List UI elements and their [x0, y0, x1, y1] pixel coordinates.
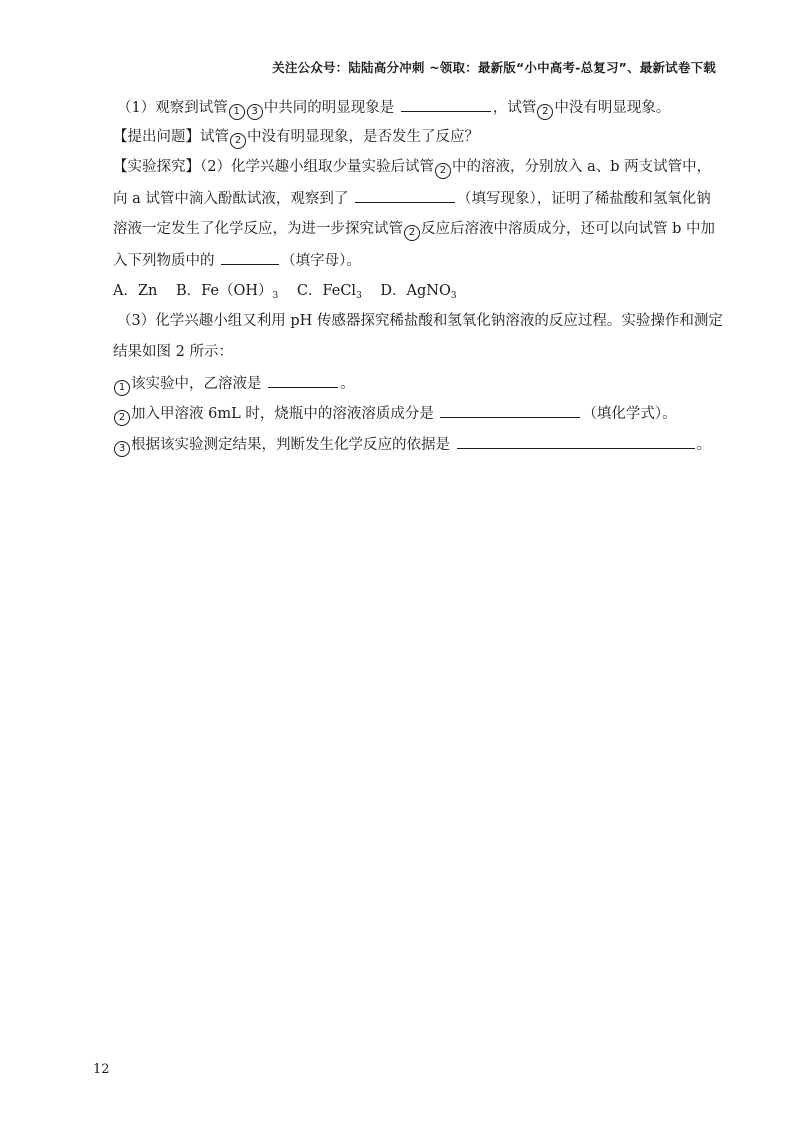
text: （填写现象），证明了稀盐酸和氢氧化钠: [456, 191, 711, 207]
text: 根据该实验测定结果，判断发生化学反应的依据是: [131, 437, 450, 453]
text: 该实验中，乙溶液是: [131, 376, 262, 392]
sub-question-1: [113, 372, 355, 394]
question-1-line: [117, 96, 670, 118]
page-header: 关注公众号：陆陆高分冲刺 ~领取：最新版“小中高考-总复习”、最新试卷下载: [272, 60, 716, 75]
sub-question-2: [113, 402, 677, 424]
explore-line-2: [113, 187, 711, 209]
answer-blank[interactable]: [440, 402, 580, 418]
text: （1）观察到试管: [117, 100, 228, 116]
text: 中的溶液，分别放入 a、b 两支试管中，: [451, 159, 712, 175]
text: （3）化学兴趣小组又利用 pH 传感器探究稀盐酸和氢氧化钠溶液的反应过程。实验操作和测定: [117, 313, 723, 329]
option-a: A．Zn: [113, 283, 158, 299]
circled-number: 2: [114, 410, 130, 426]
answer-blank[interactable]: [221, 249, 279, 265]
question-3-line-2: [113, 341, 233, 363]
circled-number: 3: [247, 104, 263, 120]
explore-line-3: [113, 218, 715, 240]
text: 。: [340, 376, 355, 392]
text: 试管: [200, 129, 229, 145]
text: （2）化学兴趣小组取少量实验后试管: [200, 159, 434, 175]
text: 反应后溶液中溶质成分，还可以向试管 b 中加: [421, 221, 715, 237]
answer-blank[interactable]: [401, 96, 491, 112]
text: 中没有明显现象。: [554, 100, 671, 116]
question-3-line-1: [117, 310, 723, 332]
options-line: [113, 280, 457, 302]
text: 。: [696, 437, 712, 453]
option-b: B．$Fe(OH)_3$: [176, 283, 279, 301]
answer-blank[interactable]: [268, 372, 338, 388]
text: ，试管: [492, 100, 537, 116]
text: 入下列物质中的: [113, 253, 215, 269]
text: （填化学式）。: [582, 406, 677, 422]
circled-number: 3: [114, 441, 130, 457]
explore-line-4: [113, 249, 361, 271]
answer-blank[interactable]: [355, 187, 455, 203]
explore-line-1: [113, 156, 711, 178]
text: 溶液一定发生了化学反应，为进一步探究试管: [113, 221, 403, 237]
circled-number: 2: [435, 163, 451, 179]
raise-question-line: [113, 126, 479, 148]
section-tag: 【提出问题】: [113, 129, 200, 145]
circled-number: 1: [114, 380, 130, 396]
text: 向 a 试管中滴入酚酞试液，观察到了: [113, 191, 349, 207]
circled-number: 2: [404, 225, 420, 241]
text: 结果如图 2 所示：: [113, 344, 233, 360]
text: （填字母）。: [281, 253, 361, 269]
circled-number: 2: [230, 133, 246, 149]
answer-blank[interactable]: [457, 433, 695, 449]
text: 中共同的明显现象是: [263, 100, 395, 116]
circled-number: 1: [229, 104, 245, 120]
option-d: D．AgNO$_3$: [380, 283, 457, 301]
section-tag: 【实验探究】: [113, 159, 200, 175]
text: 中没有明显现象，是否发生了反应？: [247, 129, 479, 145]
option-c: C．FeCl$_3$: [296, 283, 362, 301]
page-number: 12: [93, 1062, 110, 1077]
circled-number: 2: [537, 104, 553, 120]
text: 加入甲溶液 6mL 时，烧瓶中的溶液溶质成分是: [131, 406, 434, 422]
sub-question-3: [113, 433, 711, 455]
